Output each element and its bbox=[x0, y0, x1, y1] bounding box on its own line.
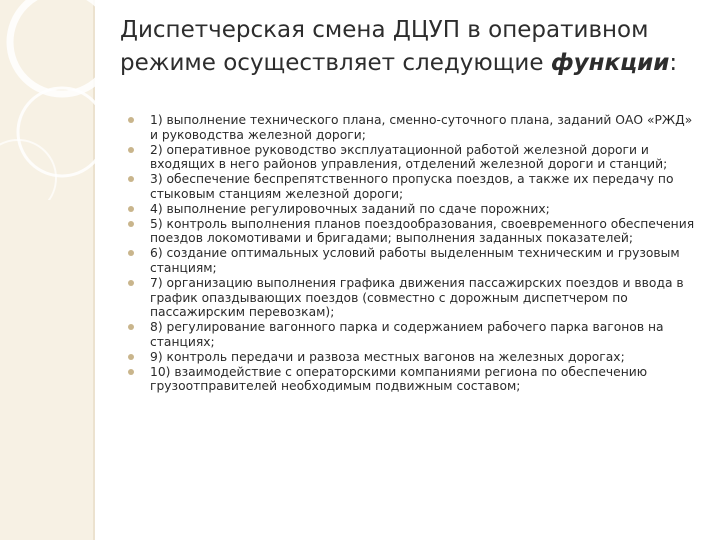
title-line-1: Диспетчерская смена ДЦУП в оперативном bbox=[120, 17, 649, 43]
list-item: 3) обеспечение беспрепятственного пропуска поездов, а также их передачу по стыковым станциям железной дороги; bbox=[128, 172, 698, 202]
list-item: 1) выполнение технического плана, сменно-суточного плана, заданий ОАО «РЖД» и руководства железной дороги; bbox=[128, 113, 698, 143]
functions-list bbox=[128, 113, 698, 394]
list-item: 8) регулирование вагонного парка и содержанием рабочего парка вагонов на станциях; bbox=[128, 320, 698, 350]
title-line-2-suffix: : bbox=[669, 50, 678, 76]
list-item: 10) взаимодействие с операторскими компаниями региона по обеспечению грузоотправителей необходимым подвижным составом; bbox=[128, 365, 698, 395]
list-item: 7) организацию выполнения графика движения пассажирских поездов и ввода в график опаздывающих поездов (совместно с дорожным диспетчером по пассажирским перевозкам); bbox=[128, 276, 698, 320]
list-item: 4) выполнение регулировочных заданий по сдаче порожних; bbox=[128, 202, 698, 217]
list-item: 5) контроль выполнения планов поездообразования, своевременного обеспечения поездов локомотивами и бригадами; выполнения заданных показателей; bbox=[128, 217, 698, 247]
slide-title bbox=[120, 14, 700, 80]
list-item: 2) оперативное руководство эксплуатационной работой железной дороги и входящих в него районов управления, отделений железной дороги и станций; bbox=[128, 143, 698, 173]
title-emphasis: функции bbox=[550, 50, 670, 76]
side-divider bbox=[93, 0, 95, 540]
title-line-2-prefix: режиме осуществляет следующие bbox=[120, 50, 551, 76]
list-item: 9) контроль передачи и развоза местных вагонов на железных дорогах; bbox=[128, 350, 698, 365]
list-item: 6) создание оптимальных условий работы выделенным техническим и грузовым станциям; bbox=[128, 246, 698, 276]
side-panel bbox=[0, 0, 93, 540]
